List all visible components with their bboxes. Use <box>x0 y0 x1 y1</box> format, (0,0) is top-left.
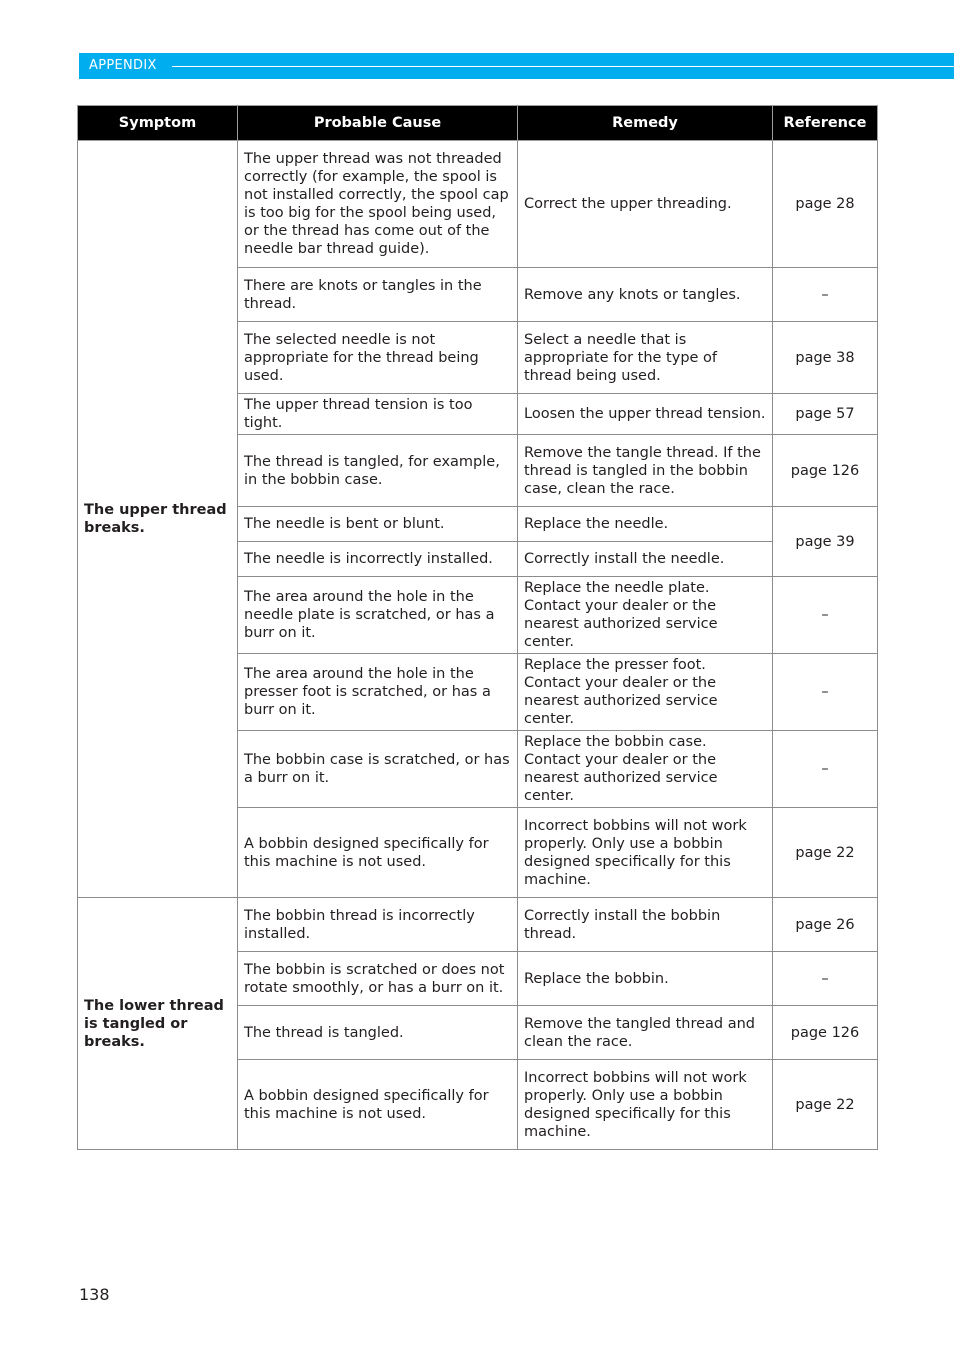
cause-cell: There are knots or tangles in the thread. <box>238 268 518 322</box>
cause-cell: The area around the hole in the needle plate is scratched, or has a burr on it. <box>238 577 518 654</box>
reference-cell: page 39 <box>773 507 878 577</box>
remedy-cell: Select a needle that is appropriate for the type of thread being used. <box>518 322 773 394</box>
reference-cell: page 22 <box>773 1060 878 1150</box>
remedy-cell: Correct the upper threading. <box>518 141 773 268</box>
reference-cell: – <box>773 731 878 808</box>
reference-cell: page 38 <box>773 322 878 394</box>
reference-cell: page 28 <box>773 141 878 268</box>
appendix-banner <box>79 53 954 79</box>
reference-cell: – <box>773 952 878 1006</box>
troubleshooting-table <box>77 105 878 1150</box>
remedy-cell: Replace the needle plate. Contact your dealer or the nearest authorized service center. <box>518 577 773 654</box>
banner-rule <box>172 66 954 67</box>
table-row <box>78 141 878 268</box>
remedy-cell: Replace the presser foot. Contact your dealer or the nearest authorized service center. <box>518 654 773 731</box>
remedy-cell: Loosen the upper thread tension. <box>518 394 773 435</box>
page-number: 138 <box>79 1285 110 1304</box>
remedy-cell: Incorrect bobbins will not work properly. Only use a bobbin designed specifically for this machine. <box>518 808 773 898</box>
cause-cell: The thread is tangled. <box>238 1006 518 1060</box>
reference-cell: page 126 <box>773 435 878 507</box>
symptom-cell: The upper thread breaks. <box>78 141 238 898</box>
cause-cell: The thread is tangled, for example, in the bobbin case. <box>238 435 518 507</box>
symptom-cell: The lower thread is tangled or breaks. <box>78 898 238 1150</box>
cause-cell: The selected needle is not appropriate for the thread being used. <box>238 322 518 394</box>
reference-cell: – <box>773 577 878 654</box>
remedy-cell: Replace the bobbin. <box>518 952 773 1006</box>
table-header-row <box>78 106 878 141</box>
cause-cell: A bobbin designed specifically for this machine is not used. <box>238 1060 518 1150</box>
remedy-cell: Remove any knots or tangles. <box>518 268 773 322</box>
cause-cell: The needle is bent or blunt. <box>238 507 518 542</box>
header-probable-cause: Probable Cause <box>238 106 518 141</box>
remedy-cell: Replace the needle. <box>518 507 773 542</box>
cause-cell: The upper thread tension is too tight. <box>238 394 518 435</box>
cause-cell: The upper thread was not threaded correctly (for example, the spool is not installed correctly, the spool cap is too big for the spool being used, or the thread has come out of the needle bar thread guide). <box>238 141 518 268</box>
remedy-cell: Remove the tangle thread. If the thread is tangled in the bobbin case, clean the race. <box>518 435 773 507</box>
cause-cell: A bobbin designed specifically for this machine is not used. <box>238 808 518 898</box>
table-row <box>78 898 878 952</box>
header-symptom: Symptom <box>78 106 238 141</box>
cause-cell: The bobbin is scratched or does not rotate smoothly, or has a burr on it. <box>238 952 518 1006</box>
remedy-cell: Replace the bobbin case. Contact your dealer or the nearest authorized service center. <box>518 731 773 808</box>
remedy-cell: Correctly install the bobbin thread. <box>518 898 773 952</box>
header-remedy: Remedy <box>518 106 773 141</box>
reference-cell: – <box>773 268 878 322</box>
cause-cell: The bobbin case is scratched, or has a burr on it. <box>238 731 518 808</box>
cause-cell: The needle is incorrectly installed. <box>238 542 518 577</box>
section-label: APPENDIX <box>89 58 157 73</box>
reference-cell: – <box>773 654 878 731</box>
cause-cell: The bobbin thread is incorrectly installed. <box>238 898 518 952</box>
header-reference: Reference <box>773 106 878 141</box>
remedy-cell: Correctly install the needle. <box>518 542 773 577</box>
reference-cell: page 26 <box>773 898 878 952</box>
remedy-cell: Remove the tangled thread and clean the race. <box>518 1006 773 1060</box>
remedy-cell: Incorrect bobbins will not work properly. Only use a bobbin designed specifically for this machine. <box>518 1060 773 1150</box>
reference-cell: page 57 <box>773 394 878 435</box>
cause-cell: The area around the hole in the presser foot is scratched, or has a burr on it. <box>238 654 518 731</box>
reference-cell: page 126 <box>773 1006 878 1060</box>
reference-cell: page 22 <box>773 808 878 898</box>
